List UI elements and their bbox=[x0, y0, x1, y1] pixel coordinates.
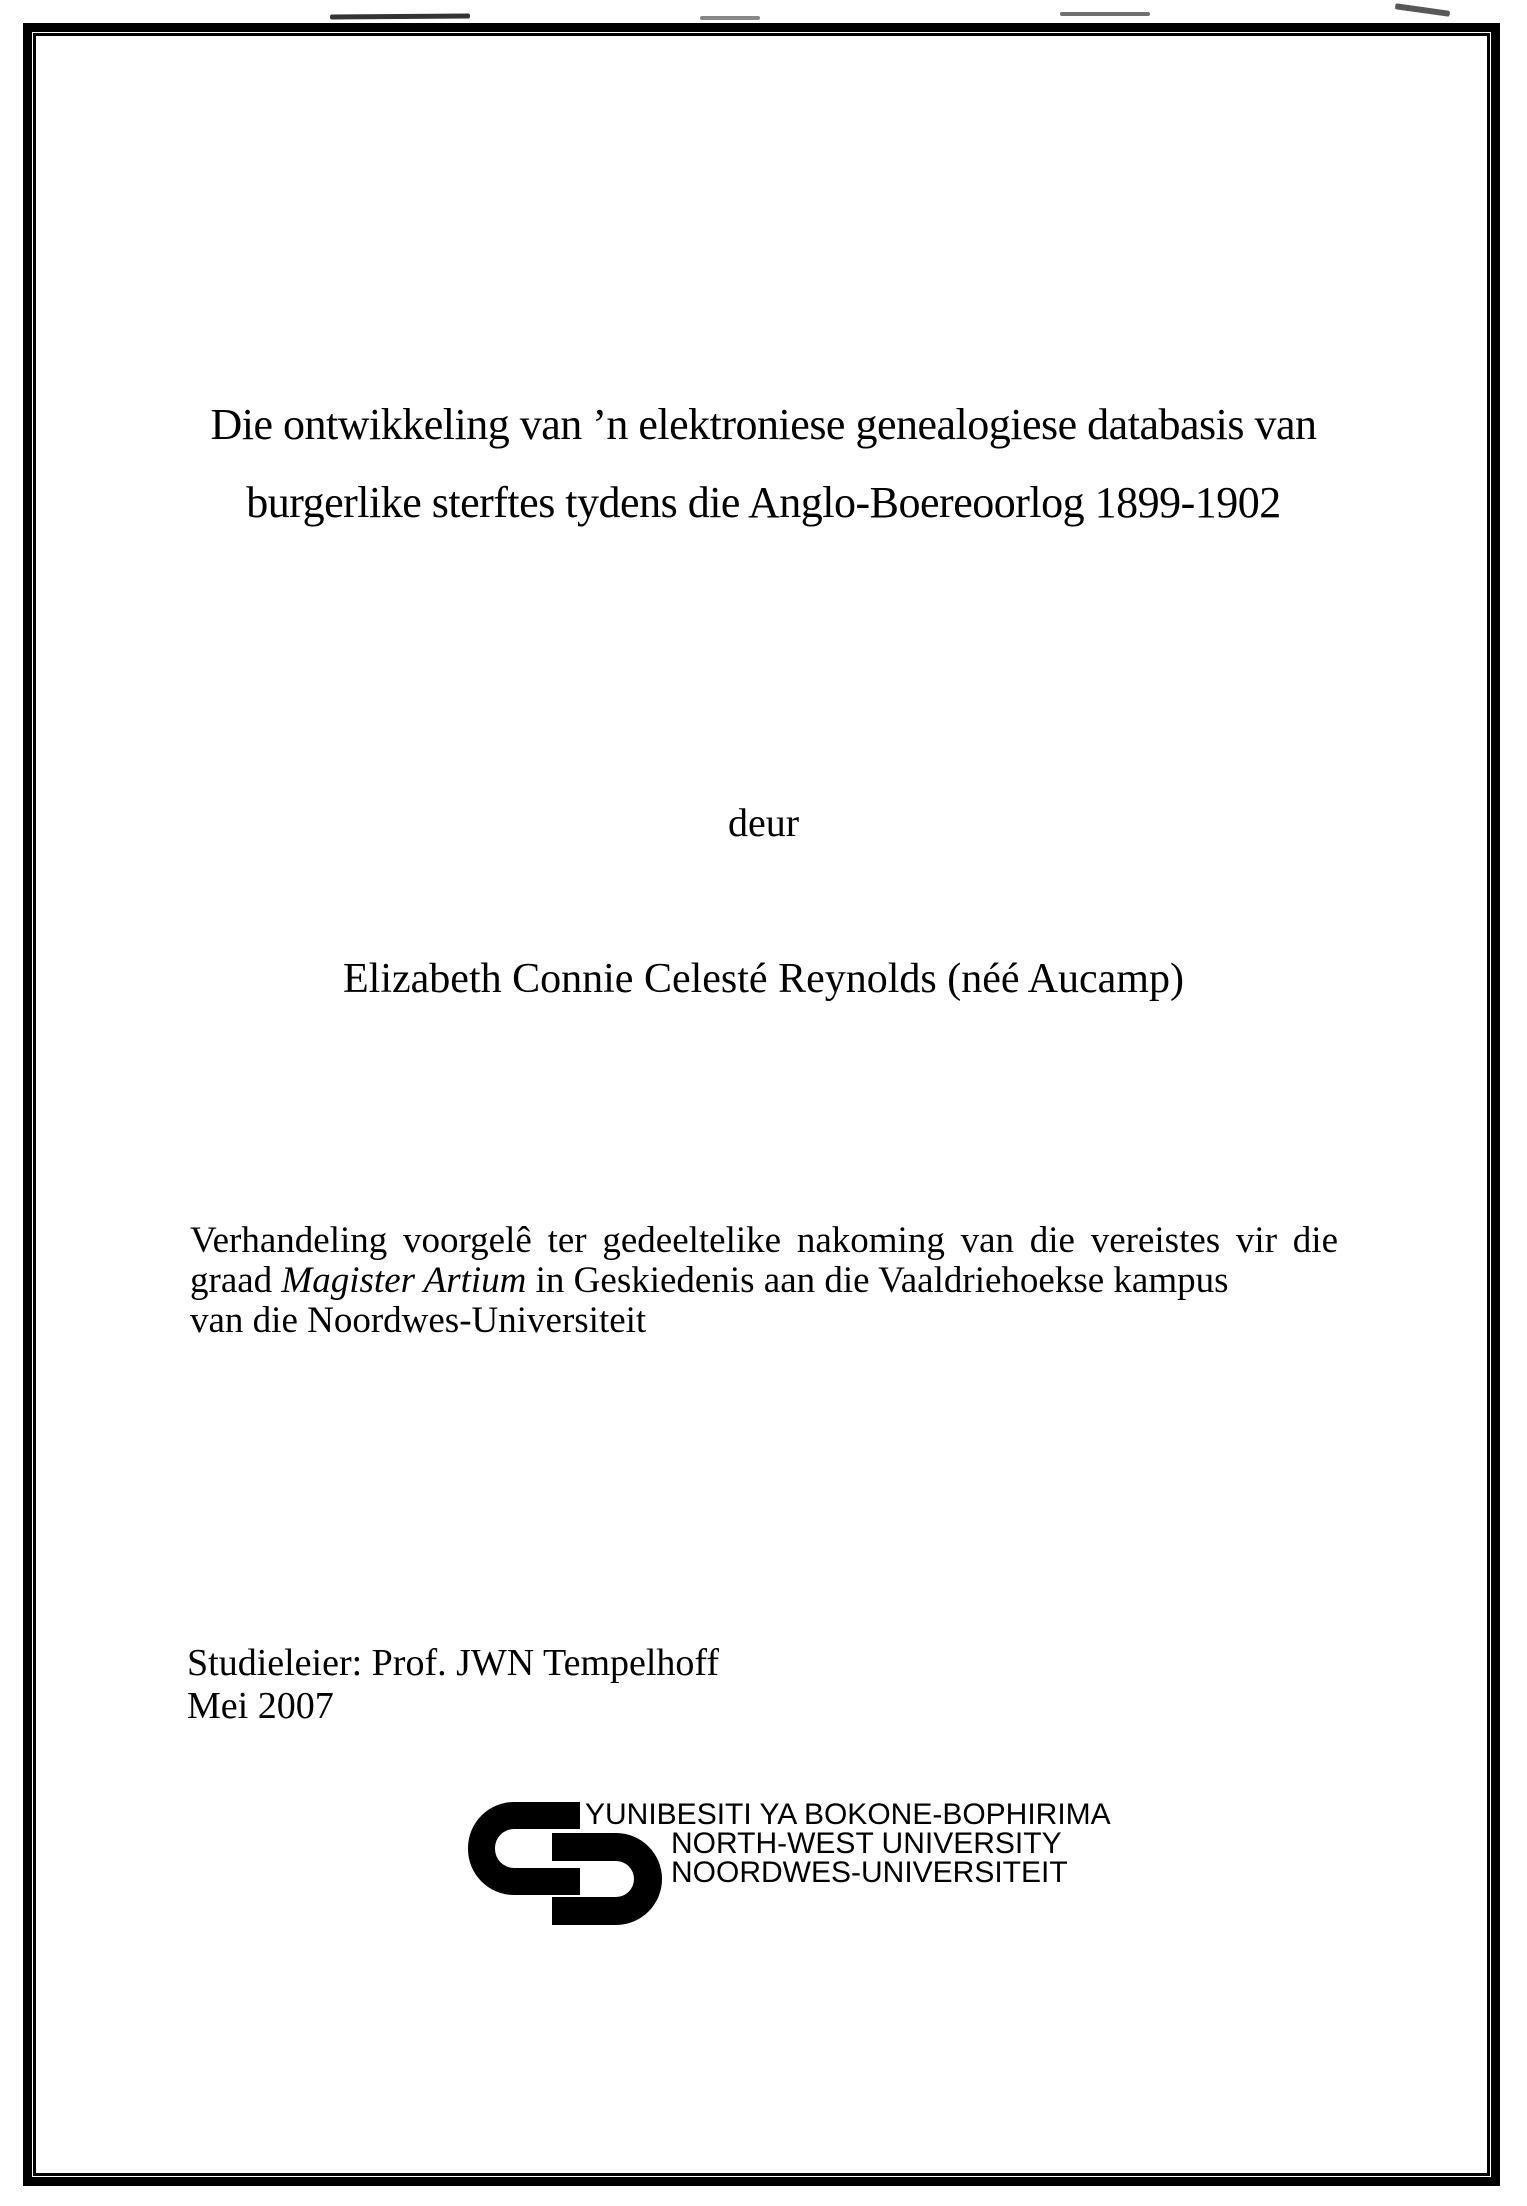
scan-artifact bbox=[700, 16, 760, 20]
thesis-title bbox=[95, 386, 1432, 542]
declaration-line-2 bbox=[190, 1261, 1338, 1301]
scan-artifact bbox=[330, 14, 470, 20]
declaration-paragraph bbox=[190, 1221, 1338, 1341]
author-name: Elizabeth Connie Celesté Reynolds (néé Aucamp) bbox=[343, 956, 1184, 1002]
title-line-2: burgerlike sterftes tydens die Anglo-Boereoorlog 1899-1902 bbox=[246, 478, 1281, 527]
title-line-1: Die ontwikkeling van ’n elektroniese genealogiese databasis van bbox=[210, 400, 1317, 449]
date-line: Mei 2007 bbox=[187, 1685, 334, 1727]
declaration-line-3: van die Noordwes-Universiteit bbox=[190, 1300, 647, 1341]
declaration-line-1: Verhandeling voorgelê ter gedeeltelike nakoming van die vereistes vir die bbox=[190, 1220, 1338, 1261]
scan-artifact bbox=[1060, 12, 1150, 16]
logo-text-line-2: NORTH-WEST UNIVERSITY bbox=[671, 1827, 1062, 1860]
logo-text-line-3: NOORDWES-UNIVERSITEIT bbox=[671, 1856, 1068, 1889]
logo-text-line-1: YUNIBESITI YA BOKONE-BOPHIRIMA bbox=[585, 1798, 1111, 1831]
supervisor-block bbox=[187, 1642, 719, 1728]
degree-prefix: graad bbox=[190, 1260, 282, 1301]
supervisor-line: Studieleier: Prof. JWN Tempelhoff bbox=[187, 1642, 720, 1684]
nwu-logo-wordmark bbox=[585, 1800, 1111, 1887]
degree-name-italic: Magister Artium bbox=[281, 1260, 527, 1301]
byline-deur: deur bbox=[727, 800, 800, 845]
scan-artifact bbox=[1395, 3, 1450, 17]
degree-suffix: in Geskiedenis aan die Vaaldriehoekse kampus bbox=[526, 1260, 1229, 1301]
